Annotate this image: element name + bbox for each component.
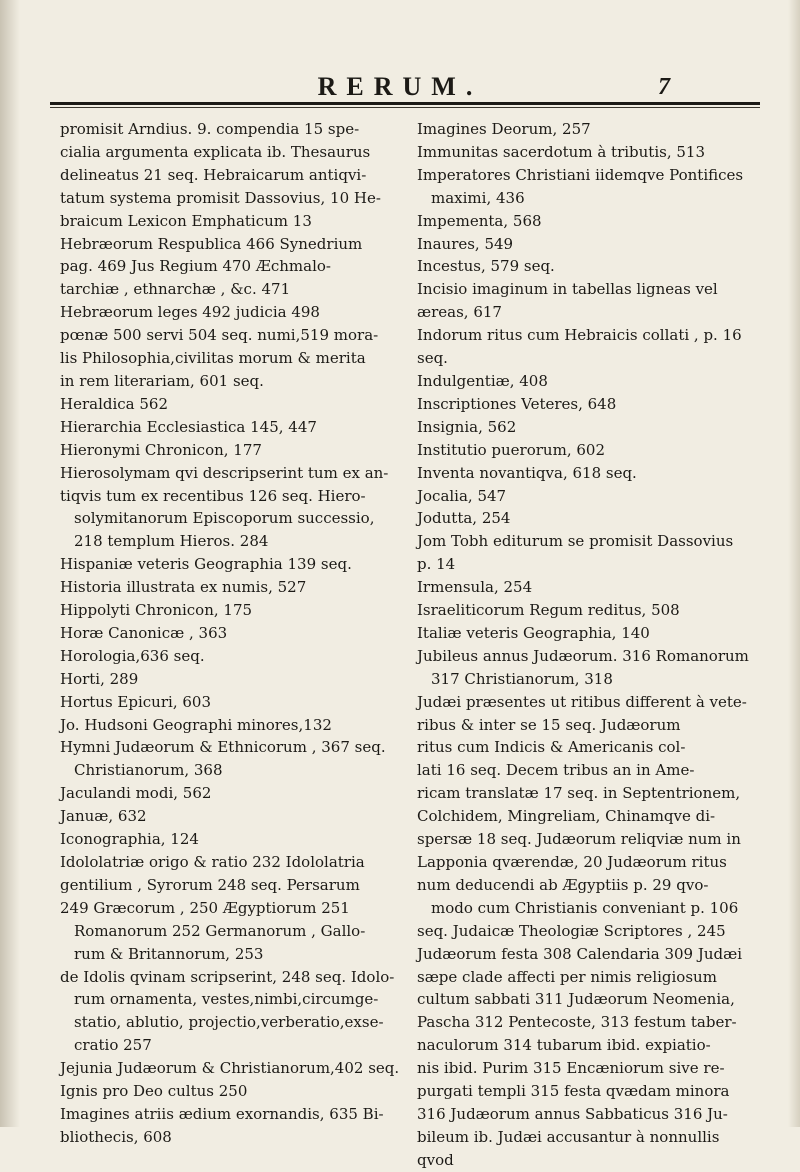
index-entry-line: Hymni Judæorum & Ethnicorum , 367 seq.	[60, 738, 386, 757]
index-entry-line: Indulgentiæ, 408	[417, 371, 548, 390]
index-entry-line: Insignia, 562	[417, 417, 517, 436]
index-entry-line: Hieronymi Chronicon, 177	[60, 440, 262, 459]
index-entry-line: Pascha 312 Pentecoste, 313 festum taber-	[417, 1013, 737, 1032]
right-column	[417, 118, 757, 1172]
index-entry-line: Hippolyti Chronicon, 175	[60, 601, 253, 620]
header-rule	[50, 102, 760, 105]
index-entry-line: tiqvis tum ex recentibus 126 seq. Hiero-	[60, 486, 366, 505]
index-entry-line: Incisio imaginum in tabellas ligneas vel	[417, 280, 718, 299]
index-entry-line: Jo. Hudsoni Geographi minores,132	[60, 715, 332, 734]
index-entry-line: Horologia,636 seq.	[60, 646, 205, 665]
index-entry-line: Inscriptiones Veteres, 648	[417, 394, 617, 413]
index-entry-line: Jubileus annus Judæorum. 316 Romanorum	[417, 646, 749, 665]
index-entry-line: Israeliticorum Regum reditus, 508	[417, 601, 680, 620]
index-entry-line: Heraldica 562	[60, 394, 169, 413]
index-entry-line: seq. Judaicæ Theologiæ Scriptores , 245	[417, 921, 726, 940]
index-entry-line: ricam translatæ 17 seq. in Septentrionem,	[417, 784, 741, 803]
index-entry-line: Hierosolymam qvi descripserint tum ex an-	[60, 463, 389, 482]
index-entry-line: ribus & inter se 15 seq. Judæorum	[417, 715, 681, 734]
index-entry-line: Italiæ veteris Geographia, 140	[417, 623, 650, 642]
index-entry-line: bliothecis, 608	[60, 1127, 172, 1146]
index-entry-line: Immunitas sacerdotum à tributis, 513	[417, 142, 705, 161]
index-entry-line: Jom Tobh editurum se promisit Dassovius	[417, 532, 734, 551]
index-entry-line: Imagines Deorum, 257	[417, 120, 591, 138]
index-entry-line: Idololatriæ origo & ratio 232 Idololatria	[60, 853, 365, 871]
index-entry-line: de Idolis qvinam scripserint, 248 seq. Idolo-	[60, 967, 395, 986]
index-entry-line: Hierarchia Ecclesiastica 145, 447	[60, 417, 317, 436]
index-entry-line: Hebræorum leges 492 judicia 498	[60, 303, 320, 322]
index-entry-line: p. 14	[417, 555, 456, 574]
index-entry-line: bileum ib. Judæi accusantur à nonnullis	[417, 1127, 720, 1146]
index-entry-line: Institutio puerorum, 602	[417, 440, 605, 459]
index-entry-line: Judæorum festa 308 Calendaria 309 Judæi	[417, 944, 743, 963]
index-entry-line: æreas, 617	[417, 303, 502, 322]
index-entry-line: Indorum ritus cum Hebraicis collati , p. 16	[417, 326, 742, 345]
index-entry-line: ritus cum Indicis & Americanis col-	[417, 738, 686, 757]
index-entry-line: Hortus Epicuri, 603	[60, 692, 211, 711]
index-entry-line: naculorum 314 tubarum ibid. expiatio-	[417, 1036, 711, 1055]
index-entry-line: modo cum Christianis conveniant p. 106	[431, 898, 739, 917]
index-entry-line: purgati templi 315 festa qvædam minora	[417, 1082, 730, 1101]
left-column	[60, 118, 400, 1149]
index-entry-line: rum & Britannorum, 253	[74, 944, 264, 963]
index-entry-line: 316 Judæorum annus Sabbaticus 316 Ju-	[417, 1104, 728, 1123]
index-entry-line: Inaures, 549	[417, 234, 514, 253]
index-entry-line: tarchiæ , ethnarchæ , &c. 471	[60, 280, 291, 299]
index-entry-line: Inventa novantiqva, 618 seq.	[417, 463, 637, 482]
index-entry-line: tatum systema promisit Dassovius, 10 He-	[60, 188, 381, 207]
index-entry-line: spersæ 18 seq. Judæorum reliqviæ num in	[417, 830, 741, 849]
index-entry-line: Impementa, 568	[417, 211, 542, 230]
index-entry-line: Iconographia, 124	[60, 830, 199, 849]
index-entry-line: sæpe clade affecti per nimis religiosum	[417, 967, 717, 986]
index-entry-line: Incestus, 579 seq.	[417, 257, 555, 276]
index-entry-line: lati 16 seq. Decem tribus an in Ame-	[417, 761, 695, 780]
index-entry-line: Judæi præsentes ut ritibus different à vete-	[417, 692, 747, 711]
index-entry-line: Januæ, 632	[60, 807, 147, 826]
header-rule-thin	[50, 107, 760, 108]
binding-shadow	[0, 0, 20, 1127]
index-entry-line: Irmensula, 254	[417, 578, 533, 597]
index-entry-line: pœnæ 500 servi 504 seq. numi,519 mora-	[60, 326, 379, 345]
index-entry-line: in rem literariam, 601 seq.	[60, 371, 264, 390]
index-entry-line: 249 Græcorum , 250 Ægyptiorum 251	[60, 898, 350, 917]
index-entry-line: Horæ Canonicæ , 363	[60, 623, 228, 642]
index-entry-line: delineatus 21 seq. Hebraicarum antiqvi-	[60, 165, 367, 184]
index-entry-line: Ignis pro Deo cultus 250	[60, 1082, 248, 1101]
index-entry-line: Romanorum 252 Germanorum , Gallo-	[74, 921, 366, 940]
index-entry-line: gentilium , Syrorum 248 seq. Persarum	[60, 875, 360, 894]
index-entry-line: promisit Arndius. 9. compendia 15 spe-	[60, 120, 360, 138]
index-entry-line: cratio 257	[74, 1036, 152, 1055]
index-entry-line: solymitanorum Episcoporum successio,	[74, 509, 375, 528]
index-entry-line: Imperatores Christiani iidemqve Pontifices	[417, 165, 744, 184]
header-title: RERUM.	[317, 72, 483, 101]
index-entry-line: braicum Lexicon Emphaticum 13	[60, 211, 312, 230]
index-entry-line: Hebræorum Respublica 466 Synedrium	[60, 234, 363, 253]
index-entry-line: pag. 469 Jus Regium 470 Æchmalo-	[60, 257, 331, 276]
index-entry-line: Colchidem, Mingreliam, Chinamqve di-	[417, 807, 716, 826]
index-entry-line: rum ornamenta, vestes,nimbi,circumge-	[74, 990, 379, 1009]
running-header	[0, 72, 800, 100]
index-entry-line: nis ibid. Purim 315 Encæniorum sive re-	[417, 1059, 725, 1078]
index-entry-line: 317 Christianorum, 318	[431, 669, 613, 688]
page-number: 7	[658, 74, 670, 100]
index-entry-line: cultum sabbati 311 Judæorum Neomenia,	[417, 990, 735, 1009]
index-entry-line: Jocalia, 547	[417, 486, 507, 505]
index-entry-line: num deducendi ab Ægyptiis p. 29 qvo-	[417, 875, 709, 894]
index-entry-line: cialia argumenta explicata ib. Thesaurus	[60, 142, 371, 161]
index-entry-line: Lapponia qværendæ, 20 Judæorum ritus	[417, 853, 727, 871]
index-entry-line: statio, ablutio, projectio,verberatio,exse-	[74, 1013, 384, 1032]
index-entry-line: Imagines atriis ædium exornandis, 635 Bi-	[60, 1104, 384, 1123]
index-entry-line: 218 templum Hieros. 284	[74, 532, 269, 551]
index-entry-line: Horti, 289	[60, 669, 139, 688]
index-entry-line: seq.	[417, 349, 448, 368]
page-edge	[788, 0, 800, 1127]
index-entry-line: Jejunia Judæorum & Christianorum,402 seq.	[60, 1059, 400, 1078]
index-entry-line: Historia illustrata ex numis, 527	[60, 578, 307, 597]
index-entry-line: lis Philosophia,civilitas morum & merita	[60, 349, 366, 368]
index-entry-line: Jaculandi modi, 562	[60, 784, 212, 803]
index-entry-line: Christianorum, 368	[74, 761, 223, 780]
index-entry-line: maximi, 436	[431, 188, 525, 207]
index-entry-line: Jodutta, 254	[417, 509, 511, 528]
index-entry-line: Hispaniæ veteris Geographia 139 seq.	[60, 555, 352, 574]
index-entry-line: qvod	[417, 1150, 454, 1169]
